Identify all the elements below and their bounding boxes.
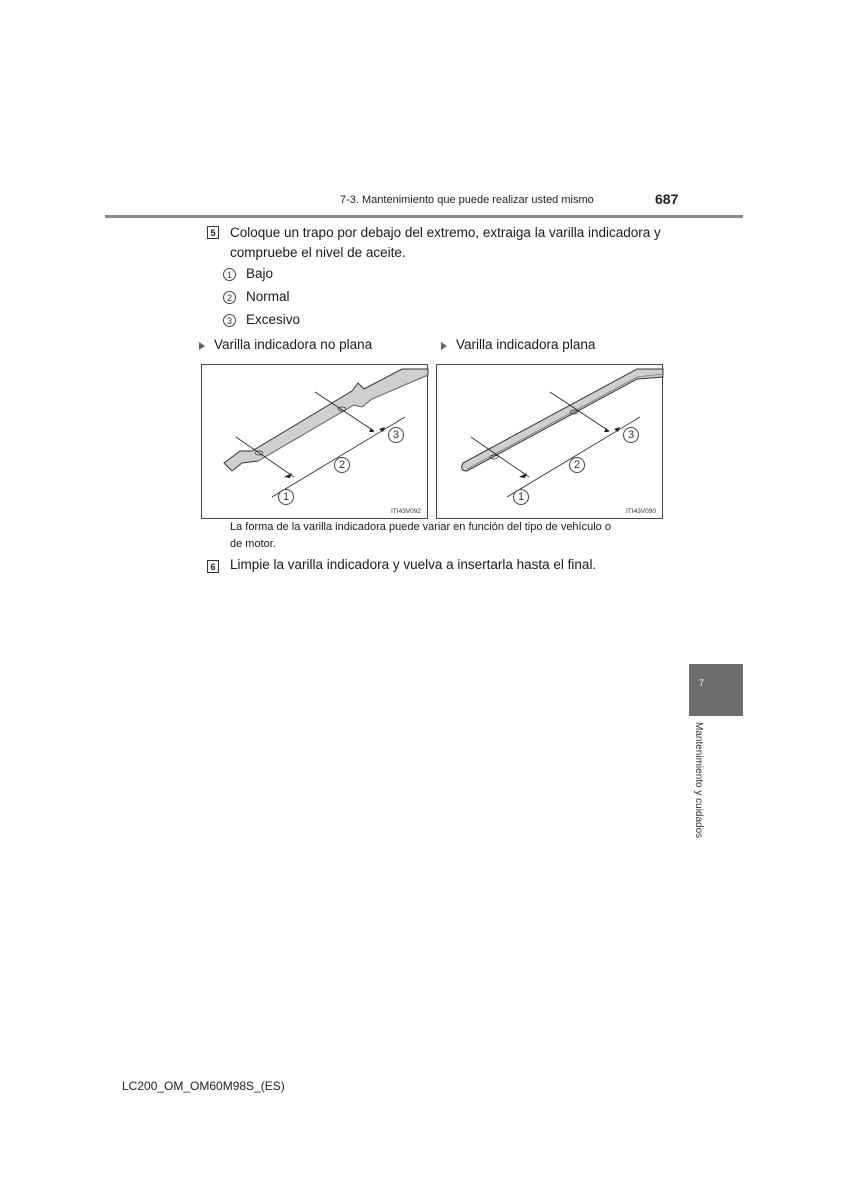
page-number: 687: [655, 191, 679, 207]
figure-right-callout-1: 1: [513, 489, 529, 505]
header-rule: [105, 215, 743, 218]
item-marker-3: 3: [223, 314, 236, 327]
chapter-tab: [689, 664, 743, 716]
figure-right-callout-2: 2: [569, 457, 585, 473]
figure-right-callout-3: 3: [623, 427, 639, 443]
figure-left-callout-2: 2: [334, 457, 350, 473]
item-label-excesivo: Excesivo: [246, 312, 301, 327]
step-number-6: 6: [207, 560, 219, 573]
step5-instruction: [230, 223, 670, 262]
caption-line1: La forma de la varilla indicadora puede variar en función del tipo de vehículo o: [230, 521, 611, 533]
item-marker-2: 2: [223, 291, 236, 304]
step-number-5: 5: [207, 226, 219, 239]
item-label-bajo: Bajo: [246, 266, 274, 281]
figure-dipstick-flat: [436, 364, 663, 519]
step5-line1: Coloque un trapo por debajo del extremo, extraiga la varilla indicadora y: [230, 225, 661, 240]
caption-line2: de motor.: [230, 538, 276, 550]
figure-left-code: ITI43V092: [391, 508, 421, 515]
figure-left-heading: Varilla indicadora no plana: [214, 337, 373, 352]
item-marker-1: 1: [223, 268, 236, 281]
figure-dipstick-non-flat: [201, 364, 428, 519]
figure-left-callout-1: 1: [278, 489, 294, 505]
step6-instruction: Limpie la varilla indicadora y vuelva a insertarla hasta el final.: [230, 557, 597, 572]
figure-caption: [230, 519, 660, 553]
bullet-triangle-icon: [199, 342, 205, 350]
document-code: LC200_OM_OM60M98S_(ES): [122, 1079, 285, 1093]
section-title: 7-3. Mantenimiento que puede realizar usted mismo: [340, 194, 594, 206]
figure-left-callout-3: 3: [388, 427, 404, 443]
step5-line2: compruebe el nivel de aceite.: [230, 244, 406, 260]
chapter-side-label: Mantenimiento y cuidados: [693, 722, 704, 839]
item-label-normal: Normal: [246, 289, 290, 304]
chapter-tab-number: 7: [699, 678, 705, 688]
figure-right-heading: Varilla indicadora plana: [456, 337, 596, 352]
figure-right-code: ITI43V090: [626, 508, 656, 515]
bullet-triangle-icon: [441, 342, 447, 350]
